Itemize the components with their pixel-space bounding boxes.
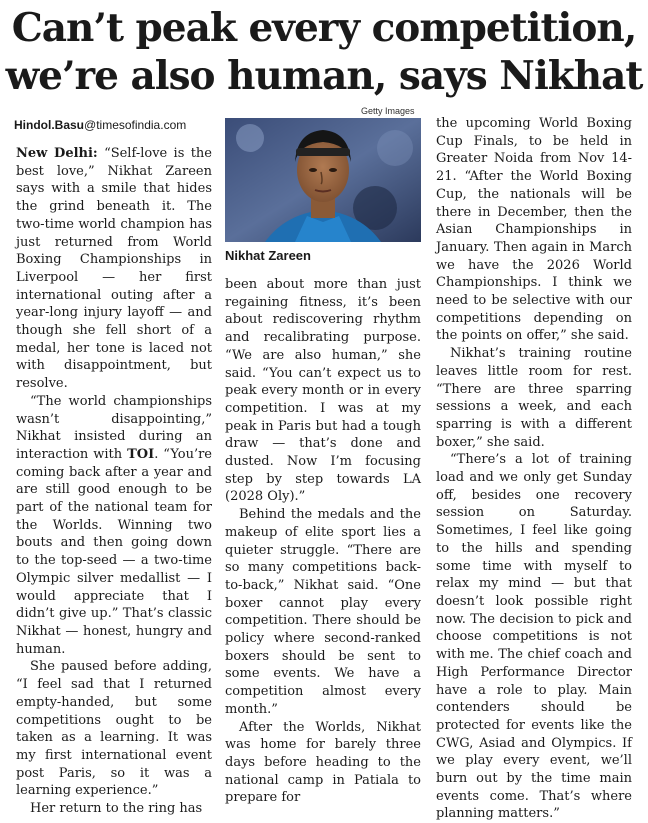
article-column-2 (225, 276, 421, 807)
paragraph-8: “There’s a lot of training load and we only get Sunday off, besides one recovery session on Saturday. Sometimes, I feel like going to the hills and spending some time with myself to relax my mind — but that doesn’t look possible right now. The decision to pick and choose competitions is not with me. The chief coach and High Performance Director have a role to play. Main contenders should be protected for events like the CWG, Asiad and Olympics. If we play every event, we’ll burn out by the time main events come. That’s where planning matters.” (436, 452, 632, 822)
dateline: New Delhi: (16, 146, 98, 161)
article-column-3 (436, 115, 632, 823)
toi-mention: TOI (127, 446, 155, 462)
photo-nikhat-zareen (225, 118, 421, 242)
paragraph-2-text-b: . “You’re coming back after a year and are still good enough to be part of the national team for the Worlds. Winning two bouts and then going down to the top-seed — a two-time Olympic silver medallist — I would appreciate that I didn’t give up.” That’s classic Nikhat — honest, hungry and human. (16, 446, 213, 657)
paragraph-2 (16, 393, 212, 659)
paragraph-6: After the Worlds, Nikhat was home for barely three days before heading to the national camp in Patiala to prepare for (225, 719, 421, 806)
byline (14, 118, 186, 132)
paragraph-6-continued: the upcoming World Boxing Cup Finals, to be held in Greater Noida from Nov 14-21. “After the World Boxing Cup, the nationals will be there in December, then the Asian Championships in January. Then again in March we have the 2026 World Championships. I think we need to be selective with our competitions depending on the points on offer,” she said. (436, 116, 632, 344)
paragraph-intro (16, 145, 212, 393)
byline-domain: @timesofindia.com (84, 118, 187, 132)
paragraph-5: Behind the medals and the makeup of elite sport lies a quieter struggle. “There are so many competitions back-to-back,” Nikhat said. “One boxer cannot play every competition. There should be policy where second-ranked boxers should be sent to some events. We have a competition almost every month.” (225, 507, 421, 717)
paragraph-7: Nikhat’s training routine leaves little room for rest. “There are three sparring sessions a week, and each sparring is with a different boxer,” she said. (436, 346, 632, 450)
byline-name: Hindol.Basu (14, 118, 85, 132)
headline-line-2: we’re also human, says Nikhat (5, 53, 643, 99)
photo-credit: Getty Images (361, 106, 415, 116)
paragraph-1-text: “Self-love is the best love,” Nikhat Zareen says with a smile that hides the grind beneath it. The two-time world champion has just returned from World Boxing Championships in Liverpool — her first international outing after a year-long injury layoff — and though she fell short of a medal, her tone is laced not with disappointment, but resolve. (16, 146, 212, 392)
paragraph-4-continued: been about more than just regaining fitness, it’s been about rediscovering rhythm and recalibrating purpose. “We are also human,” she said. “You can’t expect us to peak every month or in every competition. I was at my peak in Paris but had a tough draw — that’s done and dusted. Now I’m focusing step by step towards LA (2028 Oly).” (225, 277, 421, 505)
headline (0, 4, 648, 100)
paragraph-2-text-a: “The world championships wasn’t disappointing,” Nikhat insisted during an interaction with (16, 393, 212, 462)
boxer-portrait-image (225, 118, 421, 242)
photo-caption: Nikhat Zareen (225, 248, 311, 263)
article-column-1 (16, 145, 212, 818)
paragraph-3: She paused before adding, “I feel sad that I returned empty-handed, but some competitions ought to be taken as a learning. It was my first international event post Paris, so it was a learning experience.” (16, 659, 212, 799)
paragraph-4-start: Her return to the ring has (30, 801, 203, 817)
headline-line-1: Can’t peak every competition, (11, 5, 637, 51)
